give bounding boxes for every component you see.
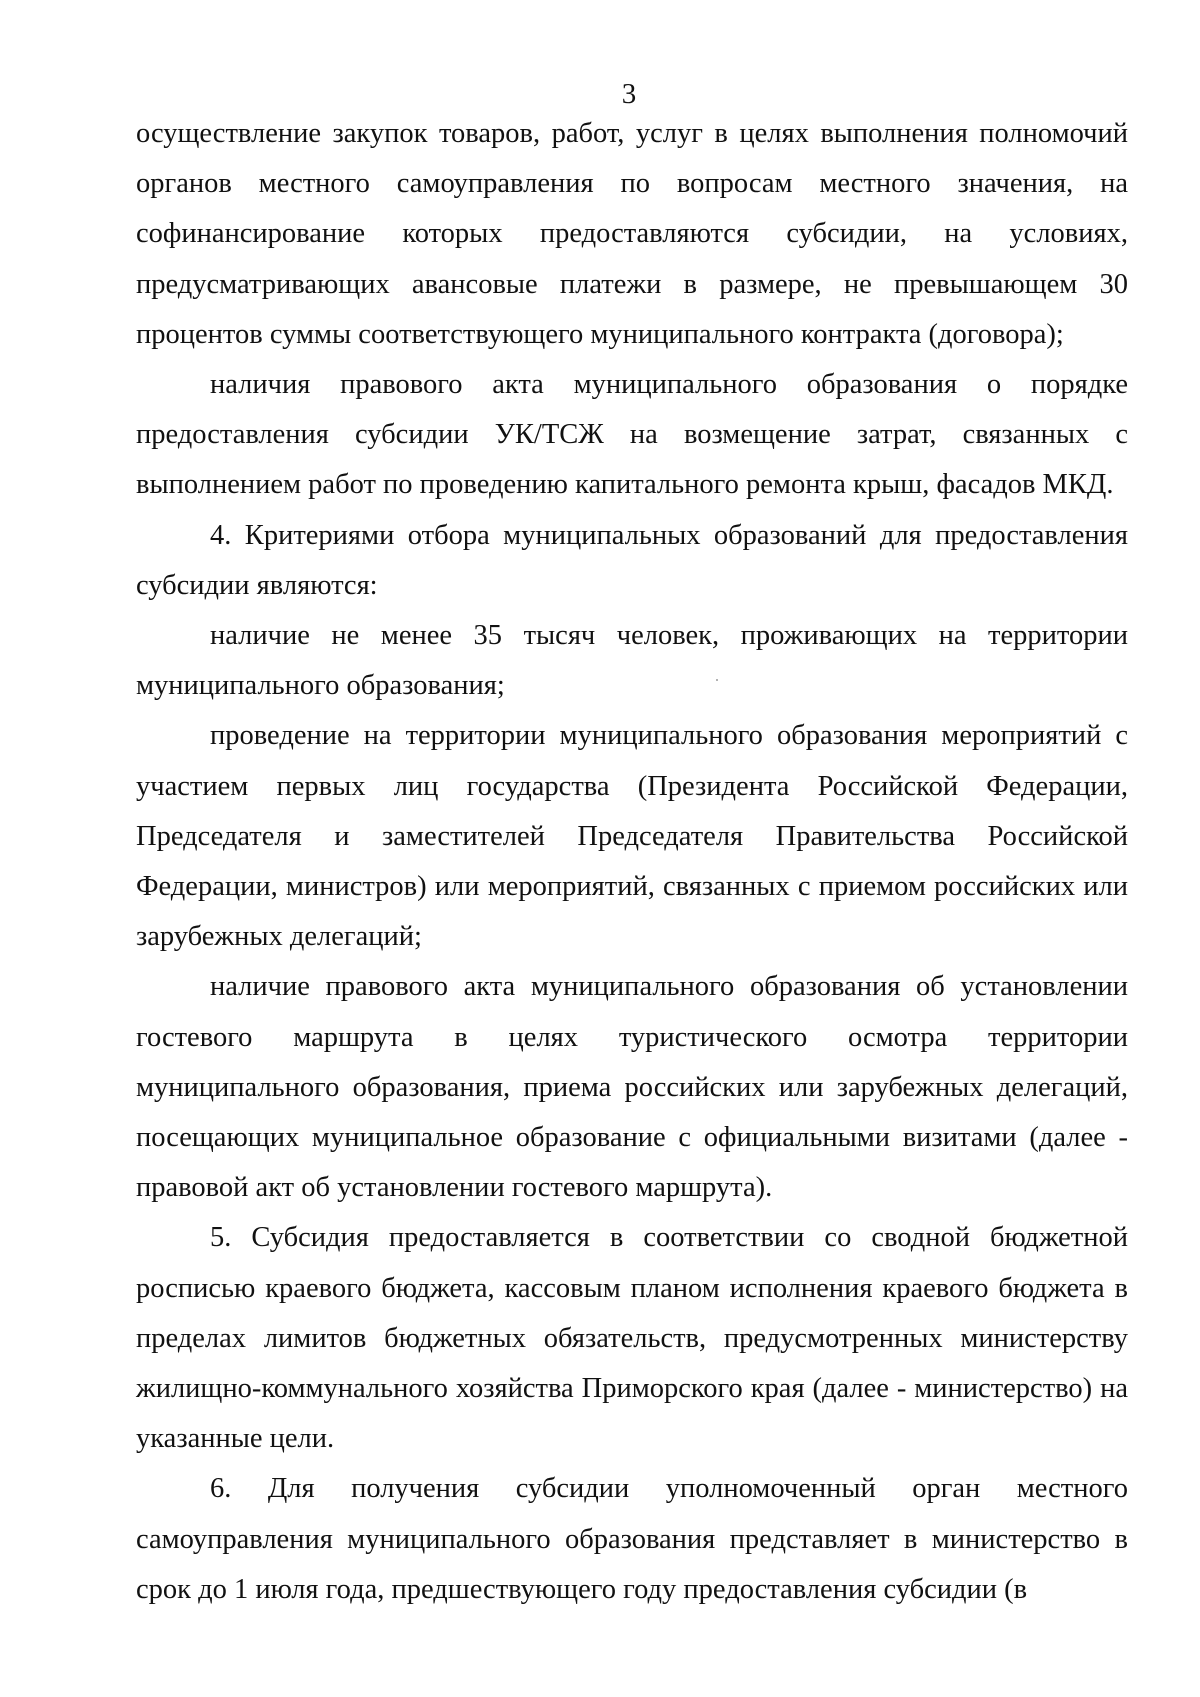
paragraph-subsidy-budget-basis: 5. Субсидия предоставляется в соответствии со сводной бюджетной росписью краевого бюджета, кассовым планом исполнения краевого бюджета в пределах лимитов бюджетных обязательств, предусмотренных министерству жилищно-коммунального хозяйства Приморского края (далее - министерство) на указанные цели. — [136, 1222, 1128, 1455]
paragraph-application-deadline: 6. Для получения субсидии уполномоченный орган местного самоуправления муниципального образования представляет в министерство в срок до 1 июля года, предшествующего году предоставления субсидии (в — [136, 1473, 1128, 1605]
scan-speck — [716, 679, 718, 681]
document-body — [136, 109, 1128, 1615]
paragraph-criterion-state-events: проведение на территории муниципального образования мероприятий с участием первых лиц государства (Президента Российской Федерации, Председателя и заместителей Председателя Правительства Российской Федерации, министров) или мероприятий, связанных с приемом российских или зарубежных делегаций; — [136, 720, 1128, 953]
paragraph-procurement-advance-payments: осуществление закупок товаров, работ, услуг в целях выполнения полномочий органов местного самоуправления по вопросам местного значения, на софинансирование которых предоставляются субсидии, на условиях, предусматривающих авансовые платежи в размере, не превышающем 30 процентов суммы соответствующего муниципального контракта (договора); — [136, 118, 1128, 350]
paragraph-criterion-population: наличие не менее 35 тысяч человек, проживающих на территории муниципального образования; — [136, 620, 1128, 702]
paragraph-criterion-guest-route: наличие правового акта муниципального образования об установлении гостевого маршрута в целях туристического осмотра территории муниципального образования, приема российских или зарубежных делегаций, посещающих муниципальное образование с официальными визитами (далее - правовой акт об установлении гостевого маршрута). — [136, 971, 1128, 1204]
paragraph-selection-criteria-heading: 4. Критериями отбора муниципальных образований для предоставления субсидии являются: — [136, 519, 1128, 601]
paragraph-legal-act-subsidy-procedure: наличия правового акта муниципального образования о порядке предоставления субсидии УК/ТСЖ на возмещение затрат, связанных с выполнением работ по проведению капитального ремонта крыш, фасадов МКД. — [136, 369, 1128, 501]
page-number: 3 — [621, 78, 637, 110]
